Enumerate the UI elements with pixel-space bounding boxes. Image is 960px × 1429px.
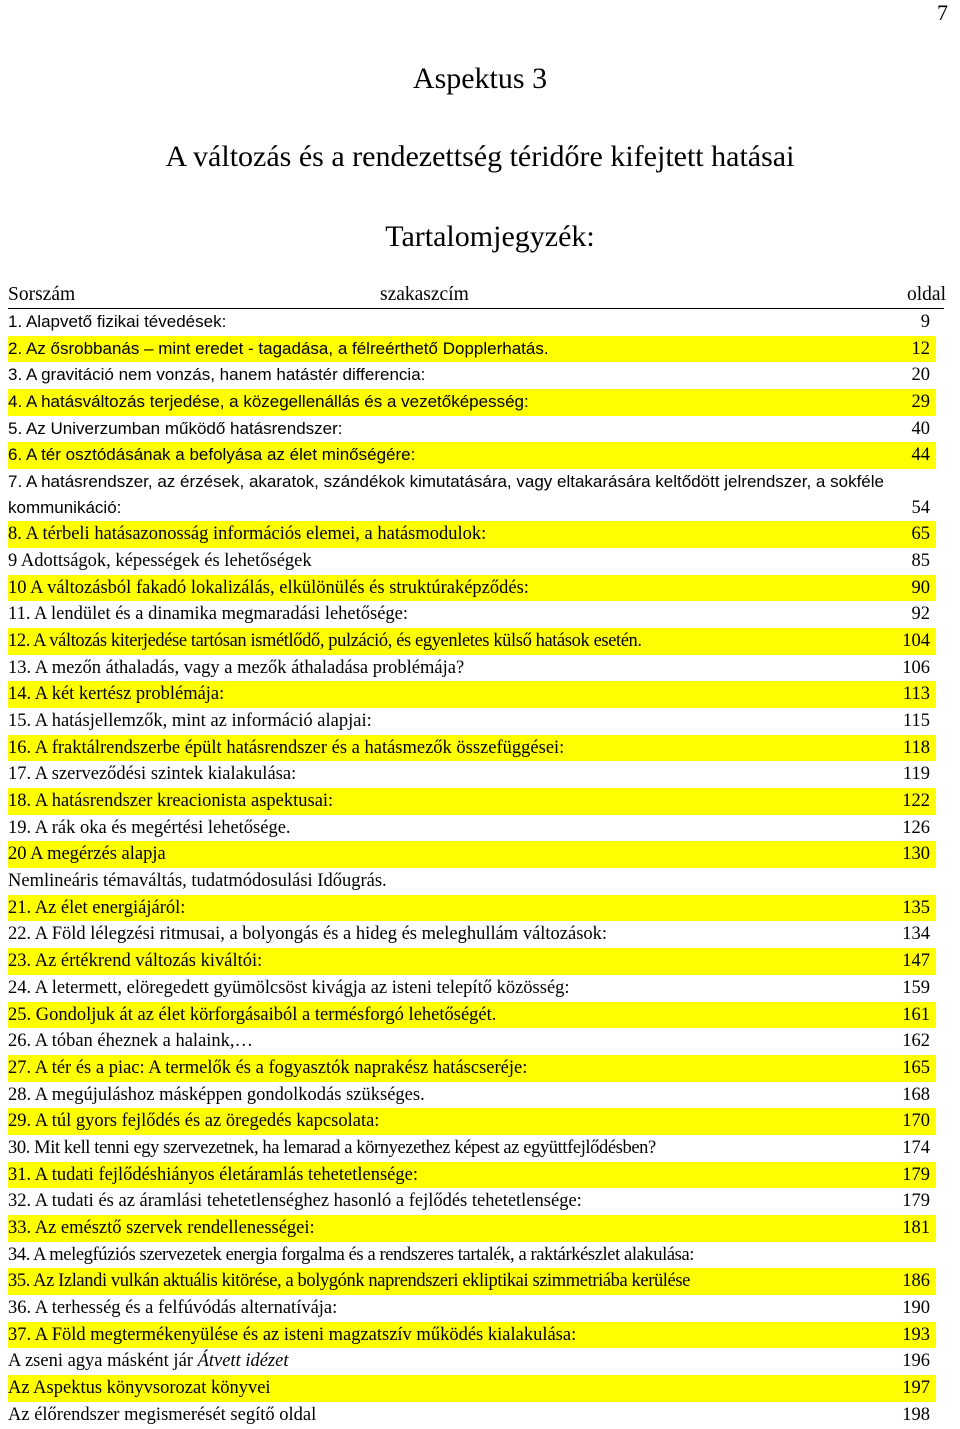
toc-entry	[8, 761, 936, 788]
toc-entry-title: 11. A lendület és a dinamika megmaradási lehetősége:	[8, 604, 409, 625]
toc-entry-page: 115	[902, 710, 930, 731]
toc-entry-title: 19. A rák oka és megértési lehetősége.	[8, 817, 291, 838]
toc-entry	[8, 309, 936, 336]
series-title: Aspektus 3	[412, 62, 548, 95]
toc-entry	[8, 362, 936, 389]
toc-entry-page: 126	[902, 817, 930, 838]
toc-entry-page: 147	[902, 951, 930, 972]
toc-entry	[8, 1188, 936, 1215]
toc-entry-title: 28. A megújuláshoz másképpen gondolkodás szükséges.	[8, 1084, 425, 1105]
toc-entry-title: 30. Mit kell tenni egy szervezetnek, ha lemarad a környezethez képest az együttfejlődésben?	[8, 1137, 656, 1158]
toc-entry-page: 179	[902, 1164, 930, 1185]
toc-entry-page: 122	[902, 791, 930, 811]
toc-entry-title: 12. A változás kiterjedése tartósan ismétlődő, pulzáció, és egyenletes külső hatások esetén.	[8, 630, 642, 651]
toc-entry-title: 6. A tér osztódásának a befolyása az élet minőségére:	[8, 445, 416, 465]
toc-entry-title: 33. Az emésztő szervek rendellenességei:	[8, 1218, 315, 1238]
toc-entry	[8, 1055, 936, 1082]
toc-entry	[8, 389, 936, 416]
toc-entry	[8, 735, 936, 762]
toc-entry	[8, 1002, 936, 1029]
toc-entry	[8, 1028, 936, 1055]
toc-entry	[8, 1242, 936, 1269]
toc-entry-title: 9 Adottságok, képességek és lehetőségek	[8, 550, 312, 571]
toc-entry-page: 186	[902, 1271, 930, 1292]
toc-entry-page: 196	[902, 1351, 930, 1372]
toc-entry-page: 40	[911, 418, 930, 439]
toc-entry	[8, 442, 936, 469]
toc-entry-page: 104	[902, 630, 930, 651]
toc-entry-page: 65	[911, 524, 930, 545]
toc-entry	[8, 521, 936, 548]
toc-entry-title: 22. A Föld lélegzési ritmusai, a bolyongás és a hideg és meleghullám változások:	[8, 924, 608, 945]
toc-entry	[8, 1162, 936, 1189]
toc-entry-title: 29. A túl gyors fejlődés és az öregedés kapcsolata:	[8, 1111, 380, 1132]
toc-entry	[8, 1402, 936, 1429]
toc-entry-page: 130	[902, 844, 930, 865]
toc-entry	[8, 841, 936, 868]
toc-entry-title: 37. A Föld megtermékenyülése és az isteni magzatszív működés kialakulása:	[8, 1324, 577, 1345]
toc-entry-title: 26. A tóban éheznek a halaink,…	[8, 1031, 254, 1052]
toc-entry	[8, 655, 936, 682]
column-header-page: oldal	[907, 284, 946, 305]
toc-entry-title: 7. A hatásrendszer, az érzések, akaratok, szándékok kimutatására, vagy eltakarására keltődött jelrendszer, a sokféle kommunikáció:	[8, 472, 884, 518]
toc-entry-title: 35. Az Izlandi vulkán aktuális kitörése, a bolygónk naprendszeri ekliptikai szimmetriába kerülése	[8, 1271, 690, 1292]
toc-entry	[8, 975, 936, 1002]
toc-entry-title: 21. Az élet energiájáról:	[8, 897, 186, 918]
toc-entry-page: 170	[902, 1111, 930, 1132]
toc-entry	[8, 788, 936, 815]
toc-entry-page: 197	[902, 1378, 930, 1399]
toc-entry	[8, 815, 936, 842]
toc-title: Tartalomjegyzék:	[385, 220, 595, 253]
toc-entry	[8, 548, 936, 575]
toc-entry-title: Az élőrendszer megismerését segítő oldal	[8, 1404, 317, 1425]
page-number: 7	[937, 0, 948, 25]
toc-rows	[8, 309, 944, 1429]
toc-entry	[8, 708, 936, 735]
toc-entry-page: 54	[911, 498, 930, 519]
toc-entry-title: 10 A változásból fakadó lokalizálás, elkülönülés és struktúraképződés:	[8, 577, 529, 598]
toc-entry-title: 36. A terhesség és a felfúvódás alternatívája:	[8, 1298, 338, 1319]
toc-entry-italic-note: Átvett idézet	[197, 1351, 289, 1372]
column-header-section: szakaszcím	[380, 284, 469, 305]
toc-entry	[8, 921, 936, 948]
toc-entry-page: 134	[902, 924, 930, 945]
toc-entry	[8, 628, 936, 655]
toc-entry-title: 5. Az Univerzumban működő hatásrendszer:	[8, 418, 343, 438]
toc-entry-page: 29	[911, 392, 930, 413]
toc-entry	[8, 895, 936, 922]
toc-entry	[8, 1375, 936, 1402]
toc-entry-title: 15. A hatásjellemzők, mint az információ alapjai:	[8, 710, 372, 731]
toc-entry-title: 8. A térbeli hatásazonosság információs elemei, a hatásmodulok:	[8, 524, 487, 545]
toc-entry-page: 44	[911, 445, 930, 466]
toc-entry-page: 162	[902, 1031, 930, 1052]
toc-entry-title: 2. Az ősrobbanás – mint eredet - tagadása, a félreérthető Dopplerhatás.	[8, 338, 549, 358]
toc-entry	[8, 1322, 936, 1349]
toc-entry-page: 179	[902, 1191, 930, 1212]
toc-entry-title: 17. A szerveződési szintek kialakulása:	[8, 764, 297, 785]
toc-entry-title: 25. Gondoljuk át az élet körforgásaiból a termésforgó lehetőségét.	[8, 1004, 497, 1025]
toc-entry-title: A zseni agya másként jár Átvett idézet	[8, 1351, 289, 1372]
toc-entry-page: 119	[902, 764, 930, 785]
toc-entry-page: 174	[902, 1137, 930, 1158]
toc-entry-page: 135	[902, 897, 930, 918]
toc-entry	[8, 1108, 936, 1135]
toc-entry-title: 13. A mezőn áthaladás, vagy a mezők áthaladása problémája?	[8, 657, 465, 678]
toc-entry-page: 106	[902, 657, 930, 678]
toc-entry-title: Nemlineáris témaváltás, tudatmódosulási Időugrás.	[8, 871, 387, 892]
toc-entry-title: 18. A hatásrendszer kreacionista aspektusai:	[8, 791, 334, 811]
toc-entry	[8, 681, 936, 708]
toc-entry-page: 168	[902, 1084, 930, 1105]
toc-entry-page: 198	[902, 1404, 930, 1425]
toc-header	[8, 282, 944, 309]
toc-entry-title: 34. A melegfúziós szervezetek energia forgalma és a rendszeres tartalék, a raktárkészlet alakulása:	[8, 1244, 695, 1265]
toc-entry	[8, 1215, 936, 1242]
toc-entry-title: 24. A letermett, elöregedett gyümölcsöst kivágja az isteni telepítő közösség:	[8, 977, 570, 998]
toc-entry	[8, 336, 936, 363]
toc-entry	[8, 948, 936, 975]
toc-entry	[8, 1082, 936, 1109]
toc-entry-page: 12	[911, 338, 930, 359]
toc-entry-page: 113	[902, 684, 930, 705]
toc-entry-page: 190	[902, 1298, 930, 1319]
main-title: A változás és a rendezettség téridőre kifejtett hatásai	[165, 140, 795, 173]
toc-entry-page: 92	[911, 604, 930, 625]
toc-entry-title: 27. A tér és a piac: A termelők és a fogyasztók naprakész hatáscseréje:	[8, 1057, 528, 1078]
toc-entry-title: Az Aspektus könyvsorozat könyvei	[8, 1378, 271, 1399]
toc-entry	[8, 469, 936, 521]
toc-entry-title: 31. A tudati fejlődéshiányos életáramlás tehetetlensége:	[8, 1164, 418, 1185]
toc-entry-title: 32. A tudati és az áramlási tehetetlenséghez hasonló a fejlődés tehetetlensége:	[8, 1191, 582, 1212]
toc-entry-title: 3. A gravitáció nem vonzás, hanem hatástér differencia:	[8, 365, 426, 385]
toc-entry	[8, 601, 936, 628]
toc-entry	[8, 575, 936, 602]
toc-entry-title: 1. Alapvető fizikai tévedések:	[8, 312, 227, 331]
toc-entry-page: 90	[911, 577, 930, 598]
toc-entry	[8, 416, 936, 443]
toc-entry-title: 4. A hatásváltozás terjedése, a közegellenállás és a vezetőképesség:	[8, 392, 529, 412]
toc-entry	[8, 1295, 936, 1322]
toc-entry-title: 20 A megérzés alapja	[8, 844, 166, 865]
toc-entry-page: 165	[902, 1057, 930, 1078]
column-header-number: Sorszám	[8, 284, 76, 305]
toc-entry-page: 9	[920, 312, 930, 332]
toc-entry-title: 14. A két kertész problémája:	[8, 684, 225, 705]
toc-entry-page: 85	[911, 550, 930, 571]
toc-entry-title: 23. Az értékrend változás kiváltói:	[8, 951, 263, 972]
toc-entry	[8, 1268, 936, 1295]
toc-entry-page: 193	[902, 1324, 930, 1345]
toc-entry-title: 16. A fraktálrendszerbe épült hatásrendszer és a hatásmezők összefüggései:	[8, 737, 565, 758]
table-of-contents	[8, 282, 944, 1429]
toc-entry-page: 181	[902, 1218, 930, 1238]
toc-entry-page: 20	[911, 365, 930, 386]
toc-entry	[8, 1135, 936, 1162]
toc-entry-page: 159	[902, 977, 930, 998]
toc-entry	[8, 868, 936, 895]
toc-entry-page: 161	[902, 1004, 930, 1025]
toc-entry	[8, 1348, 936, 1375]
toc-entry-page: 118	[902, 737, 930, 758]
